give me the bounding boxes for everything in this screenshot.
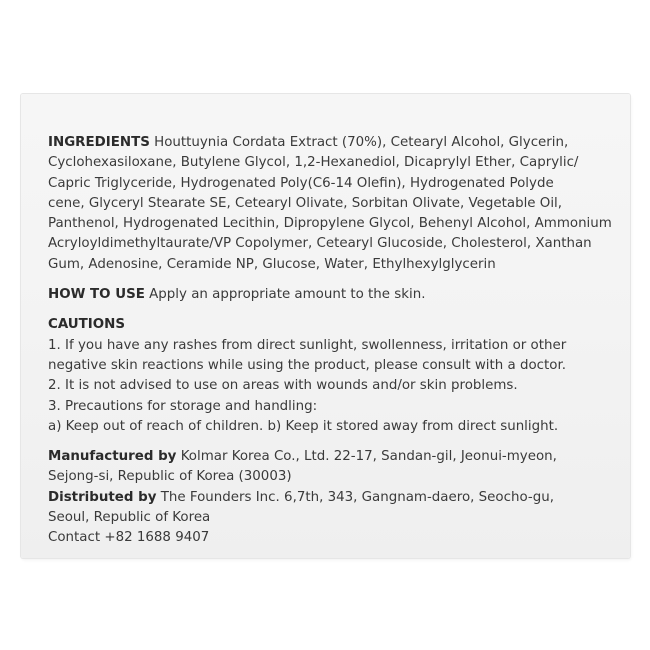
cautions-line: negative skin reactions while using the product, please consult with a doctor. bbox=[48, 357, 566, 373]
ingredients-line: Acryloyldimethyltaurate/VP Copolymer, Cetearyl Glucoside, Cholesterol, Xanthan bbox=[48, 236, 592, 252]
ingredients-section bbox=[48, 133, 613, 275]
how-to-use-text: Apply an appropriate amount to the skin. bbox=[149, 287, 426, 303]
cautions-line: a) Keep out of reach of children. b) Keep it stored away from direct sunlight. bbox=[48, 418, 559, 434]
distributor-line: Distributed by The Founders Inc. 6,7th, 343, Gangnam-daero, Seocho-gu, bbox=[48, 489, 554, 505]
manufactured-by-label: Manufactured by bbox=[48, 449, 177, 465]
company-section bbox=[48, 447, 613, 548]
label-text bbox=[48, 133, 613, 549]
ingredients-line: INGREDIENTS Houttuynia Cordata Extract (70%), Cetearyl Alcohol, Glycerin, bbox=[48, 135, 569, 150]
cautions-section bbox=[48, 315, 613, 437]
distributor-address: Seoul, Republic of Korea bbox=[48, 510, 211, 526]
ingredients-line: cene, Glyceryl Stearate SE, Cetearyl Olivate, Sorbitan Olivate, Vegetable Oil, bbox=[48, 195, 563, 211]
ingredients-line: Cyclohexasiloxane, Butylene Glycol, 1,2-Hexanediol, Dicaprylyl Ether, Caprylic/ bbox=[48, 155, 579, 171]
contact-line: Contact +82 1688 9407 bbox=[48, 530, 210, 546]
ingredients-line: Gum, Adenosine, Ceramide NP, Glucose, Water, Ethylhexylglycerin bbox=[48, 256, 496, 272]
manufacturer-address: Sejong-si, Republic of Korea (30003) bbox=[48, 469, 292, 485]
how-to-use-heading: HOW TO USE bbox=[48, 287, 145, 303]
ingredients-heading: INGREDIENTS bbox=[48, 135, 150, 150]
ingredients-line: Panthenol, Hydrogenated Lecithin, Dipropylene Glycol, Behenyl Alcohol, Ammonium bbox=[48, 216, 612, 232]
manufacturer-line: Manufactured by Kolmar Korea Co., Ltd. 22-17, Sandan-gil, Jeonui-myeon, bbox=[48, 449, 557, 465]
cautions-heading: CAUTIONS bbox=[48, 317, 126, 333]
distributed-by-label: Distributed by bbox=[48, 489, 157, 505]
how-to-use-section bbox=[48, 285, 613, 305]
cautions-line: 2. It is not advised to use on areas with wounds and/or skin problems. bbox=[48, 378, 518, 394]
how-to-use-line bbox=[48, 285, 613, 305]
ingredients-line: Capric Triglyceride, Hydrogenated Poly(C6-14 Olefin), Hydrogenated Polyde bbox=[48, 175, 554, 191]
cautions-line: 1. If you have any rashes from direct sunlight, swollenness, irritation or other bbox=[48, 337, 567, 353]
cautions-line: 3. Precautions for storage and handling: bbox=[48, 398, 318, 414]
